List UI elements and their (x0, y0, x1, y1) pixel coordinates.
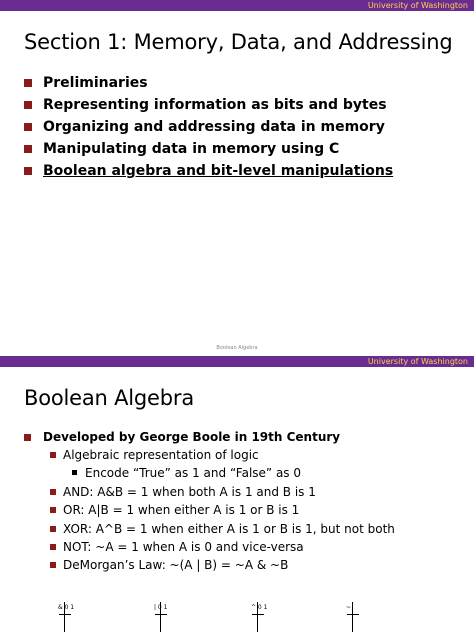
bullet-square-icon (24, 101, 32, 109)
truth-table-header: & 0 1 (58, 604, 75, 611)
or-truth-table (152, 602, 170, 632)
list-item: DeMorgan’s Law: ~(A | B) = ~A & ~B (24, 556, 395, 574)
slide-2 (0, 356, 474, 632)
slide-footer: Boolean Algebra (216, 345, 258, 351)
and-truth-table (56, 602, 74, 632)
bullet-square-icon (50, 489, 56, 495)
table-divider (352, 602, 353, 632)
header-bar (0, 0, 474, 11)
outline-item: Preliminaries (24, 72, 393, 94)
table-divider (347, 614, 359, 615)
section-outline-list (24, 72, 393, 182)
boolean-algebra-list (24, 428, 395, 575)
bullet-square-icon (50, 452, 56, 458)
bullet-square-icon (50, 507, 56, 513)
not-truth-table (344, 602, 362, 632)
bullet-square-icon (24, 167, 32, 175)
list-item: Algebraic representation of logic (24, 446, 395, 464)
truth-table-header: | 0 1 (154, 604, 168, 611)
outline-item: Representing information as bits and bytes (24, 94, 393, 116)
bullet-square-icon (50, 526, 56, 532)
bullet-square-icon (24, 123, 32, 131)
truth-table-header: ~ (346, 604, 352, 611)
list-item: AND: A&B = 1 when both A is 1 and B is 1 (24, 483, 395, 501)
list-item: OR: A|B = 1 when either A is 1 or B is 1 (24, 501, 395, 519)
bullet-square-icon (24, 145, 32, 153)
bullet-square-icon (24, 79, 32, 87)
outline-item: Organizing and addressing data in memory (24, 116, 393, 138)
list-item: XOR: A^B = 1 when either A is 1 or B is 1, but not both (24, 520, 395, 538)
outline-item: Manipulating data in memory using C (24, 138, 393, 160)
bullet-square-icon (72, 470, 77, 475)
table-divider (59, 614, 71, 615)
xor-truth-table (249, 602, 267, 632)
slide-title: Section 1: Memory, Data, and Addressing (24, 30, 453, 54)
table-divider (252, 614, 264, 615)
list-item: Developed by George Boole in 19th Century (24, 428, 395, 446)
bullet-square-icon (24, 434, 31, 441)
header-university-label: University of Washington (367, 1, 468, 10)
bullet-square-icon (50, 562, 56, 568)
bullet-square-icon (50, 544, 56, 550)
list-item: NOT: ~A = 1 when A is 0 and vice-versa (24, 538, 395, 556)
header-bar (0, 356, 474, 367)
table-divider (155, 614, 167, 615)
list-item: Encode “True” as 1 and “False” as 0 (24, 464, 395, 482)
header-university-label: University of Washington (367, 357, 468, 366)
slide-title: Boolean Algebra (24, 386, 194, 410)
truth-table-header: ^ 0 1 (251, 604, 268, 611)
outline-item-current: Boolean algebra and bit-level manipulations (24, 160, 393, 182)
